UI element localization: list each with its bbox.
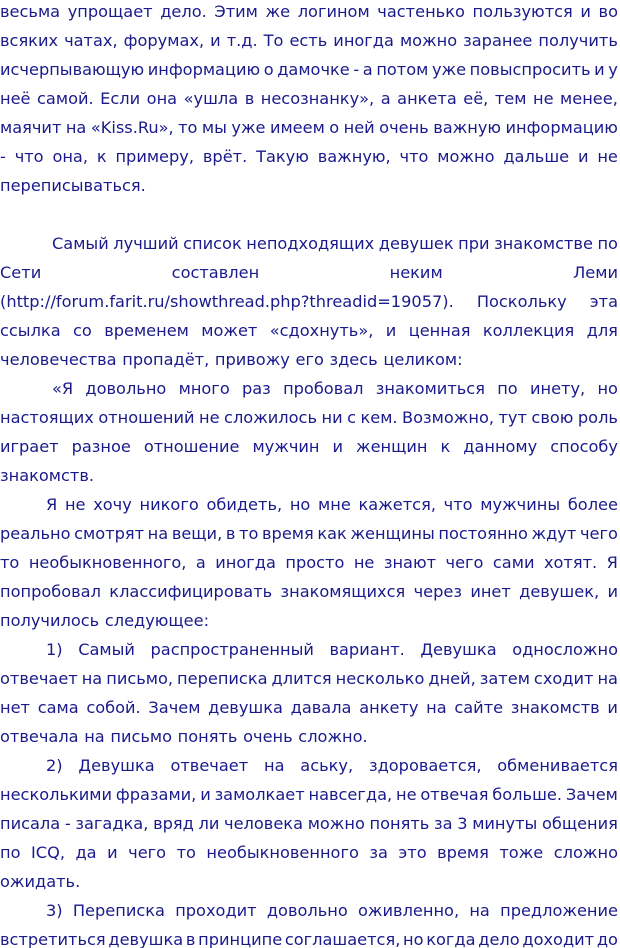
word: для <box>586 321 618 340</box>
word: отвечая <box>420 785 489 804</box>
word: постоянно <box>438 524 528 543</box>
word: ни <box>321 408 343 427</box>
word: что <box>399 147 429 166</box>
word: мы <box>201 118 227 137</box>
word: у <box>608 60 618 79</box>
word: мне <box>318 495 351 514</box>
word: о <box>263 60 274 79</box>
word: на <box>65 118 87 137</box>
word: и <box>607 582 618 601</box>
word: проходит <box>175 901 257 920</box>
text-line <box>0 142 620 171</box>
word: можно <box>399 31 458 50</box>
word: а <box>362 60 373 79</box>
word: примеру, <box>115 147 195 166</box>
text-line <box>0 316 620 345</box>
word: сама <box>37 698 79 717</box>
word: не <box>532 89 554 108</box>
word: но <box>289 495 311 514</box>
text-line-content: отвечала на письмо понять очень сложно. <box>0 727 368 746</box>
word: в <box>185 930 196 948</box>
word: дело <box>478 930 520 948</box>
text-line <box>0 896 620 925</box>
word: распространенный <box>150 640 314 659</box>
word: 2) <box>46 756 63 775</box>
text-line <box>0 432 620 461</box>
word: женщины <box>350 524 435 543</box>
word: Такую <box>256 147 309 166</box>
word: дней, <box>428 669 476 688</box>
word: предложение <box>500 901 618 920</box>
word: соглашается, <box>284 930 401 948</box>
word: обидеть, <box>206 495 283 514</box>
word: никого <box>139 495 199 514</box>
word: весьма <box>0 2 61 21</box>
word: - <box>353 60 360 79</box>
word: не <box>396 785 417 804</box>
word: общения <box>541 814 618 833</box>
word: инету, <box>529 379 586 398</box>
text-line <box>0 258 620 287</box>
word: когда <box>426 930 476 948</box>
text-line <box>0 925 620 948</box>
word: но <box>403 930 424 948</box>
word: время <box>437 843 489 862</box>
word: замолкает <box>214 785 305 804</box>
word: отношений <box>98 408 195 427</box>
word: тем <box>494 89 527 108</box>
word: потом <box>376 60 429 79</box>
word: за <box>369 843 388 862</box>
word: девушка <box>208 698 283 717</box>
word: несознанку», <box>260 89 375 108</box>
text-line <box>0 403 620 432</box>
word: ней <box>343 118 375 137</box>
word: врёт. <box>202 147 248 166</box>
word: то <box>178 118 198 137</box>
word: Самый <box>52 234 109 253</box>
text-line <box>0 200 620 229</box>
word: вещи, <box>171 524 223 543</box>
word: необыкновенного <box>206 843 359 862</box>
word: анкету <box>359 698 419 717</box>
word: за <box>434 814 453 833</box>
word: доходит <box>522 930 595 948</box>
word: переписка <box>177 669 268 688</box>
word: человека <box>224 814 304 833</box>
word: на <box>263 756 285 775</box>
word: не <box>597 147 618 166</box>
word: через <box>413 582 462 601</box>
word: мужчины <box>480 495 561 514</box>
word: можно <box>307 814 365 833</box>
word: несколько <box>335 669 425 688</box>
word: ICQ, <box>31 843 65 862</box>
text-line-content: человечества пропадёт, привожу его здесь целиком: <box>0 350 463 369</box>
word: Зачем <box>148 698 201 717</box>
word: временем <box>104 321 189 340</box>
word: - <box>0 147 6 166</box>
word: анкета <box>397 89 457 108</box>
word: чего <box>579 524 618 543</box>
word: эта <box>589 292 618 311</box>
word: при <box>458 234 490 253</box>
word: аську, <box>300 756 354 775</box>
word: пользуются <box>472 2 573 21</box>
text-line <box>0 171 620 200</box>
word: Зачем <box>565 785 618 804</box>
word: можно <box>437 147 495 166</box>
text-line <box>0 577 620 606</box>
word: Леми <box>573 263 618 282</box>
word: затем <box>479 669 530 688</box>
word: то <box>0 553 20 572</box>
word: во <box>598 2 618 21</box>
text-line <box>0 0 620 26</box>
text-line <box>0 867 620 896</box>
text-line <box>0 374 620 403</box>
word: свою <box>531 408 574 427</box>
word: она <box>146 89 178 108</box>
text-line <box>0 26 620 55</box>
word: ждут <box>531 524 577 543</box>
word: классифицировать <box>109 582 273 601</box>
text-line <box>0 519 620 548</box>
word: имеем <box>269 118 325 137</box>
text-line <box>0 809 620 838</box>
word: длится <box>271 669 332 688</box>
word: повыспросить <box>469 60 591 79</box>
word: на <box>426 698 447 717</box>
word: данному <box>463 437 538 456</box>
word: знают <box>383 553 437 572</box>
word: довольно <box>85 379 167 398</box>
word: сходит <box>533 669 594 688</box>
word: пробовал <box>283 379 364 398</box>
word: частенько <box>377 2 465 21</box>
word: мужчин <box>252 437 320 456</box>
text-line <box>0 345 620 374</box>
word: менее, <box>560 89 618 108</box>
word: Переписка <box>72 901 165 920</box>
word: роль <box>577 408 618 427</box>
word: ценная <box>408 321 471 340</box>
word: на <box>469 901 490 920</box>
word: загадка, <box>75 814 149 833</box>
word: сложилось <box>224 408 317 427</box>
word: а <box>195 553 206 572</box>
word: необыкновенного, <box>28 553 187 572</box>
word: логином <box>297 2 370 21</box>
word: отвечает <box>170 756 249 775</box>
word: в <box>244 89 255 108</box>
word: в <box>225 524 236 543</box>
word: т.д. <box>226 31 258 50</box>
word: коллекция <box>482 321 575 340</box>
word: попробовал <box>0 582 101 601</box>
word: список <box>183 234 242 253</box>
word: не <box>64 495 86 514</box>
word: о <box>329 118 340 137</box>
word: чатах, <box>64 31 118 50</box>
text-line <box>0 287 620 316</box>
text-line-content: получилось следующее: <box>0 611 210 630</box>
word: хотят. <box>543 553 598 572</box>
word: чего <box>128 843 167 862</box>
word: и <box>594 60 605 79</box>
text-line <box>0 751 620 780</box>
word: по <box>597 234 618 253</box>
word: кем. <box>360 408 398 427</box>
word: просто <box>285 553 345 572</box>
text-line <box>0 693 620 722</box>
word: односложно <box>512 640 618 659</box>
word: уже <box>231 118 266 137</box>
word: нет <box>0 698 30 717</box>
word: оживленно, <box>358 901 460 920</box>
word: знакомств <box>510 698 600 717</box>
word: играет <box>0 437 59 456</box>
word: неё <box>0 89 31 108</box>
word: дальше <box>503 147 570 166</box>
word: реально <box>0 524 71 543</box>
word: со <box>73 321 92 340</box>
word: Этим <box>214 2 258 21</box>
word: знакомстве <box>494 234 593 253</box>
word: отвечает <box>0 669 78 688</box>
word: (http://forum.farit.ru/showthread.php?threadid=19057). <box>0 292 454 311</box>
word: а <box>380 89 391 108</box>
word: и <box>577 147 589 166</box>
word: Самый <box>78 640 135 659</box>
word: не <box>353 553 375 572</box>
word: кажется, <box>358 495 436 514</box>
word: её, <box>463 89 489 108</box>
word: понять <box>369 814 430 833</box>
word: информацию <box>505 118 618 137</box>
word: Девушка <box>78 756 155 775</box>
word: Сети <box>0 263 42 282</box>
text-line <box>0 55 620 84</box>
word: к <box>96 147 107 166</box>
word: и <box>107 843 118 862</box>
word: ли <box>198 814 220 833</box>
word: на <box>147 524 169 543</box>
word: «ушла <box>183 89 239 108</box>
text-line <box>0 606 620 635</box>
word: и <box>200 785 211 804</box>
word: 3) <box>46 901 63 920</box>
word: она, <box>52 147 88 166</box>
word: отношение <box>143 437 240 456</box>
text-line <box>0 664 620 693</box>
word: вариант. <box>329 640 405 659</box>
word: собой. <box>86 698 141 717</box>
word: «Kiss.Ru», <box>90 118 174 137</box>
word: исчерпывающую <box>0 60 145 79</box>
word: знакомиться <box>375 379 485 398</box>
word: То <box>263 31 284 50</box>
word: минуты <box>472 814 538 833</box>
word: иногда <box>215 553 276 572</box>
word: это <box>398 843 427 862</box>
word: Возможно, <box>402 408 494 427</box>
word: способу <box>550 437 618 456</box>
word: как <box>317 524 347 543</box>
word: дамочке <box>277 60 350 79</box>
text-line-content: переписываться. <box>0 176 146 195</box>
word: настоящих <box>0 408 94 427</box>
word: что <box>14 147 44 166</box>
word: раз <box>241 379 271 398</box>
word: Я <box>606 553 618 572</box>
word: сложно <box>553 843 618 862</box>
word: на <box>597 669 618 688</box>
word: девушка <box>108 930 184 948</box>
word: инет <box>470 582 511 601</box>
text-line <box>0 113 620 142</box>
word: письмо, <box>106 669 174 688</box>
word: - <box>64 814 71 833</box>
word: Если <box>100 89 141 108</box>
text-line <box>0 84 620 113</box>
word: что <box>443 495 473 514</box>
word: информацию <box>147 60 261 79</box>
word: довольно <box>266 901 348 920</box>
word: да <box>75 843 97 862</box>
word: форумах, <box>123 31 205 50</box>
word: и <box>580 2 591 21</box>
word: Девушка <box>420 640 497 659</box>
word: девушек <box>378 234 454 253</box>
word: но <box>597 379 618 398</box>
word: уже <box>431 60 467 79</box>
word: вряд <box>153 814 194 833</box>
word: не <box>199 408 220 427</box>
word: «сдохнуть», <box>269 321 374 340</box>
word: самой. <box>37 89 94 108</box>
text-line-content: ожидать. <box>0 872 81 891</box>
word: важную <box>433 118 502 137</box>
word: и <box>385 321 397 340</box>
word: 1) <box>46 640 63 659</box>
word: сайте <box>454 698 504 717</box>
word: навсегда, <box>308 785 393 804</box>
word: обменивается <box>497 756 618 775</box>
word: к <box>440 437 451 456</box>
word: и <box>210 31 221 50</box>
word: неким <box>389 263 443 282</box>
text-line <box>0 229 620 258</box>
text-line <box>0 461 620 490</box>
word: давала <box>290 698 352 717</box>
word: встретиться <box>0 930 106 948</box>
word: тоже <box>499 843 544 862</box>
word: хочу <box>93 495 132 514</box>
word: дело. <box>160 2 207 21</box>
word: иногда <box>333 31 394 50</box>
word: упрощает <box>67 2 153 21</box>
word: тут <box>498 408 527 427</box>
word: знакомящихся <box>280 582 406 601</box>
word: сами <box>492 553 535 572</box>
text-line <box>0 722 620 751</box>
word: и <box>332 437 344 456</box>
word: разное <box>71 437 131 456</box>
word: Поскольку <box>476 292 567 311</box>
word: с <box>347 408 356 427</box>
word: фразами, <box>115 785 197 804</box>
word: более <box>567 495 618 514</box>
word: важную, <box>317 147 391 166</box>
word: заранее <box>463 31 533 50</box>
word: маячит <box>0 118 62 137</box>
text-line <box>0 635 620 664</box>
word: есть <box>289 31 328 50</box>
word: то <box>239 524 259 543</box>
word: женщин <box>356 437 428 456</box>
word: «Я <box>52 379 74 398</box>
text-line <box>0 490 620 519</box>
word: может <box>201 321 258 340</box>
text-line <box>0 838 620 867</box>
word: Я <box>46 495 58 514</box>
word: очень <box>379 118 429 137</box>
word: много <box>178 379 230 398</box>
word: ссылка <box>0 321 61 340</box>
word: то <box>176 843 196 862</box>
text-line <box>0 548 620 577</box>
word: время <box>262 524 314 543</box>
word: здоровается, <box>368 756 482 775</box>
word: до <box>596 930 618 948</box>
word: девушек, <box>519 582 600 601</box>
word: неподходящих <box>246 234 375 253</box>
word: по <box>0 843 21 862</box>
word: чего <box>445 553 484 572</box>
word: по <box>497 379 518 398</box>
text-line-content: знакомств. <box>0 466 95 485</box>
word: всяких <box>0 31 59 50</box>
word: смотрят <box>74 524 145 543</box>
word: писала <box>0 814 61 833</box>
word: составлен <box>171 263 260 282</box>
word: несколькими <box>0 785 113 804</box>
word: и <box>607 698 618 717</box>
word: же <box>265 2 291 21</box>
word: на <box>81 669 103 688</box>
word: больше. <box>492 785 562 804</box>
word: лучший <box>113 234 179 253</box>
word: получить <box>538 31 618 50</box>
text-line <box>0 780 620 809</box>
word: 3 <box>457 814 468 833</box>
word: принципе <box>198 930 283 948</box>
